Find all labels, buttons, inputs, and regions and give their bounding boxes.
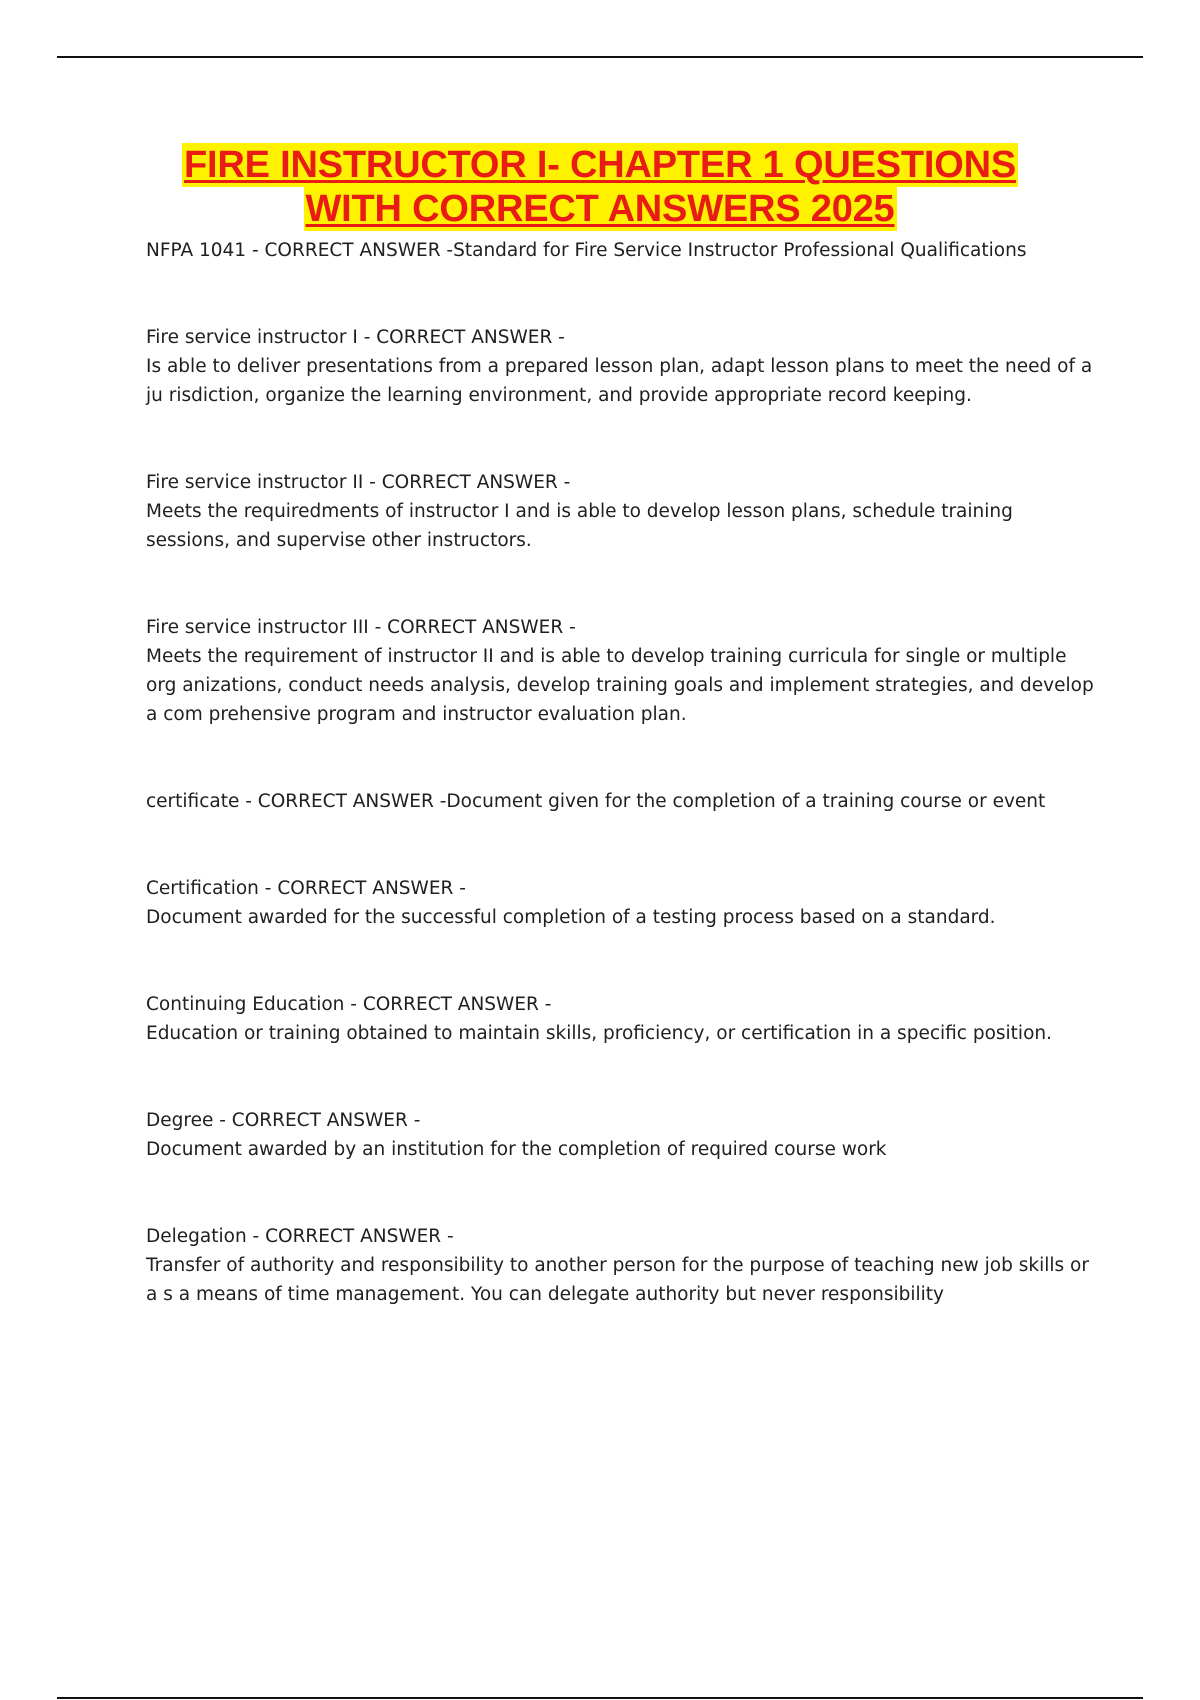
entry-certification bbox=[146, 874, 1096, 932]
entry-definition: Meets the requirement of instructor II and is able to develop training curricula for single or multiple org anizations, conduct needs analysis, develop training goals and implement strategies, and develop a com prehensive program and instructor evaluation plan. bbox=[146, 646, 1094, 725]
entry-definition: Education or training obtained to maintain skills, proficiency, or certification in a specific position. bbox=[146, 1023, 1052, 1044]
entry-degree bbox=[146, 1106, 1096, 1164]
entry-term: Certification - CORRECT ANSWER - bbox=[146, 878, 466, 899]
entry-instructor-ii bbox=[146, 468, 1096, 555]
entry-term: certificate - CORRECT ANSWER - bbox=[146, 791, 447, 812]
bottom-rule bbox=[57, 1697, 1143, 1699]
entry-instructor-i bbox=[146, 323, 1096, 410]
entry-definition: Transfer of authority and responsibility to another person for the purpose of teaching new job skills or a s a means of time management. You can delegate authority but never responsibility bbox=[146, 1255, 1089, 1305]
top-rule bbox=[57, 56, 1143, 58]
entry-nfpa-1041 bbox=[146, 236, 1096, 265]
entry-term: Continuing Education - CORRECT ANSWER - bbox=[146, 994, 552, 1015]
entry-definition: Standard for Fire Service Instructor Professional Qualifications bbox=[453, 240, 1027, 261]
entry-definition: Document given for the completion of a training course or event bbox=[446, 791, 1046, 812]
entry-term: Fire service instructor III - CORRECT ANSWER - bbox=[146, 617, 576, 638]
entry-term: Degree - CORRECT ANSWER - bbox=[146, 1110, 421, 1131]
entry-certificate bbox=[146, 787, 1096, 816]
title-line-1: FIRE INSTRUCTOR I- CHAPTER 1 QUESTIONS bbox=[184, 144, 1016, 186]
entry-definition: Document awarded for the successful completion of a testing process based on a standard. bbox=[146, 907, 996, 928]
entry-term: Fire service instructor II - CORRECT ANSWER - bbox=[146, 472, 571, 493]
entry-instructor-iii bbox=[146, 613, 1096, 729]
entry-term: Fire service instructor I - CORRECT ANSWER - bbox=[146, 327, 565, 348]
entry-term: NFPA 1041 - CORRECT ANSWER - bbox=[146, 240, 454, 261]
entry-definition: Meets the requiredments of instructor I and is able to develop lesson plans, schedule training sessions, and supervise other instructors. bbox=[146, 501, 1013, 551]
title-line-2: WITH CORRECT ANSWERS 2025 bbox=[305, 188, 895, 230]
document-title bbox=[0, 143, 1200, 231]
entry-term: Delegation - CORRECT ANSWER - bbox=[146, 1226, 454, 1247]
entry-definition: Document awarded by an institution for the completion of required course work bbox=[146, 1139, 887, 1160]
entry-definition: Is able to deliver presentations from a prepared lesson plan, adapt lesson plans to meet the need of a ju risdiction, organize the learning environment, and provide appropriate record keeping. bbox=[146, 356, 1093, 406]
entry-continuing-education bbox=[146, 990, 1096, 1048]
document-body bbox=[146, 236, 1096, 1309]
entry-delegation bbox=[146, 1222, 1096, 1309]
